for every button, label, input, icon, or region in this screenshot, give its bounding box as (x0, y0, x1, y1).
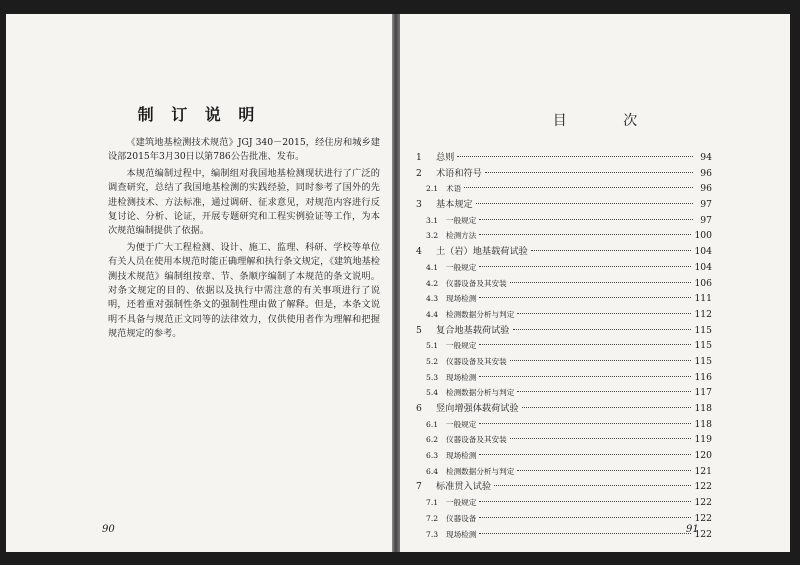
toc-entry-label: 仪器设备及其安装 (446, 278, 507, 288)
toc-entry-label: 现场检测 (446, 529, 477, 539)
toc-entry-page: 96 (700, 183, 712, 195)
toc-leader-dots (479, 508, 691, 518)
toc-entry-page: 97 (700, 199, 712, 211)
toc-entry-number: 1 (416, 152, 422, 163)
toc-leader-dots (510, 351, 692, 361)
toc-entry-number: 5.3 (426, 372, 439, 382)
toc-entry-page: 96 (700, 167, 712, 179)
toc-leader-dots (479, 367, 691, 377)
toc-entry-number: 2 (416, 167, 422, 179)
body-text (108, 136, 380, 344)
toc-entry-page: 115 (694, 355, 712, 367)
paragraph-2: 本规范编制过程中，编制组对我国地基检测现状进行了广泛的调查研究，总结了我国地基检测的实践经验，同时参考了国外的先进检测技术、方法标准，通过调研、征求意见，对规范内容进行反复讨论、分析、论证，开展专题研究和工程实例验证等工作，为本次规范编制提供了依据。 (108, 167, 380, 237)
toc-leader-dots (510, 273, 692, 283)
toc-entry-page: 122 (694, 481, 712, 493)
toc-entry-number: 6.1 (426, 419, 439, 429)
toc-entry-label: 现场检测 (446, 294, 477, 304)
toc-entry-label: 标准贯入试验 (436, 481, 492, 493)
book-gutter (392, 14, 400, 552)
page-number-right: 91 (686, 524, 699, 535)
toc-leader-dots (517, 382, 691, 392)
page-title: 制 订 说 明 (137, 105, 261, 124)
toc-entry-label: 术语 (446, 184, 462, 194)
toc-entry-page: 122 (694, 497, 712, 509)
toc-entry-page: 100 (694, 230, 712, 242)
toc-entry-number: 6.4 (426, 466, 439, 476)
toc-entry-number: 4.3 (426, 294, 439, 304)
toc-entry-label: 一般规定 (446, 215, 477, 225)
toc-entry-number: 7.2 (426, 513, 439, 523)
toc-entry-number: 4.2 (426, 278, 439, 288)
toc-entry-label: 竖向增强体载荷试验 (436, 403, 519, 414)
toc-entry-number: 7 (416, 481, 422, 493)
toc-entry-number: 4.4 (426, 309, 439, 319)
toc-entry-label: 仪器设备 (446, 513, 477, 523)
toc-leader-dots (479, 210, 693, 220)
left-page (6, 14, 392, 552)
toc-entry-label: 仪器设备及其安装 (446, 435, 507, 445)
toc-entry-label: 总则 (436, 152, 455, 163)
paragraph-3: 为便于广大工程检测、设计、施工、监理、科研、学校等单位有关人员在使用本规范时能正确理解和执行条文规定，《建筑地基检测技术规范》编制组按章、节、条顺序编制了本规范的条文说明。对条文规定的目的、依据以及执行中需注意的有关事项进行了说明，还着重对强制性条文的强制性理由做了解释。但是，本条文说明不具备与规范正文同等的法律效力，仅供使用者作为理解和把握规范规定的参考。 (108, 241, 380, 340)
toc-leader-dots (517, 461, 691, 471)
table-of-contents (416, 150, 712, 542)
toc-entry-page: 120 (694, 450, 712, 462)
toc-title: 目 次 (552, 113, 664, 129)
toc-entry-number: 3.1 (426, 215, 439, 225)
toc-leader-dots (531, 241, 692, 251)
toc-leader-dots (485, 163, 693, 173)
toc-entry-number: 7.1 (426, 498, 439, 508)
toc-leader-dots (479, 524, 691, 534)
toc-leader-dots (479, 257, 691, 267)
toc-entry-page: 119 (694, 434, 712, 446)
toc-entry-page: 97 (700, 214, 712, 226)
toc-entry-label: 一般规定 (446, 498, 477, 508)
toc-leader-dots (464, 178, 693, 188)
toc-entry-number: 5.4 (426, 388, 439, 398)
paragraph-1: 《建筑地基检测技术规范》JGJ 340－2015，经住房和城乡建设部2015年3月30日以第786公告批准、发布。 (108, 137, 380, 163)
toc-leader-dots (517, 304, 691, 314)
toc-entry-number: 6.2 (426, 435, 439, 445)
toc-entry-number: 4 (416, 246, 422, 258)
toc-entry-label: 一般规定 (446, 262, 477, 272)
toc-entry-page: 112 (694, 308, 712, 320)
toc-entry-number: 3 (416, 199, 422, 211)
toc-entry-number: 7.3 (426, 529, 439, 539)
toc-entry-page: 115 (694, 324, 712, 336)
toc-entry-number: 3.2 (426, 231, 439, 241)
toc-entry-number: 2.1 (426, 184, 439, 194)
toc-entry-page: 122 (694, 528, 712, 540)
toc-entry-label: 检测方法 (446, 231, 477, 241)
toc-entry-number: 5.1 (426, 341, 439, 351)
toc-entry-label: 一般规定 (446, 419, 477, 429)
toc-leader-dots (479, 225, 691, 235)
toc-entry-label: 仪器设备及其安装 (446, 356, 507, 366)
toc-entry-page: 104 (694, 261, 712, 273)
toc-entry-label: 检测数据分析与判定 (446, 309, 515, 319)
toc-leader-dots (513, 320, 692, 330)
right-page (400, 14, 790, 552)
toc-entry-label: 现场检测 (446, 372, 477, 382)
toc-entry-number: 4.1 (426, 262, 439, 272)
toc-entry-page: 94 (700, 152, 712, 163)
toc-entry-label: 术语和符号 (436, 167, 482, 179)
page-number-left: 90 (102, 524, 115, 535)
toc-entry-page: 104 (694, 246, 712, 258)
toc-entry-number: 6 (416, 403, 422, 414)
toc-entry-number: 5 (416, 324, 422, 336)
toc-entry-label: 检测数据分析与判定 (446, 466, 515, 476)
toc-entry-label: 基本规定 (436, 199, 473, 211)
toc-entry-label: 现场检测 (446, 451, 477, 461)
toc-entry-page: 118 (694, 418, 712, 430)
toc-leader-dots (479, 414, 691, 424)
toc-entry[interactable] (416, 527, 712, 543)
toc-entry-label: 检测数据分析与判定 (446, 388, 515, 398)
toc-entry-page: 122 (694, 512, 712, 524)
toc-leader-dots (479, 288, 691, 298)
toc-entry-label: 一般规定 (446, 341, 477, 351)
toc-entry-page: 116 (694, 371, 712, 383)
toc-leader-dots (510, 429, 692, 439)
toc-entry-page: 111 (694, 293, 712, 305)
toc-leader-dots (457, 147, 693, 157)
toc-entry-number: 6.3 (426, 451, 439, 461)
toc-leader-dots (479, 335, 691, 345)
toc-entry-page: 106 (694, 277, 712, 289)
toc-leader-dots (479, 445, 691, 455)
toc-entry-page: 117 (694, 387, 712, 399)
toc-leader-dots (479, 492, 691, 502)
toc-entry-page: 118 (694, 403, 712, 414)
toc-entry-page: 121 (694, 465, 712, 477)
toc-entry-label: 复合地基载荷试验 (436, 324, 510, 336)
toc-entry-label: 土（岩）地基载荷试验 (436, 246, 528, 258)
toc-leader-dots (476, 194, 693, 204)
toc-leader-dots (522, 398, 692, 408)
toc-leader-dots (494, 476, 691, 486)
toc-entry-number: 5.2 (426, 356, 439, 366)
toc-entry-page: 115 (694, 340, 712, 352)
